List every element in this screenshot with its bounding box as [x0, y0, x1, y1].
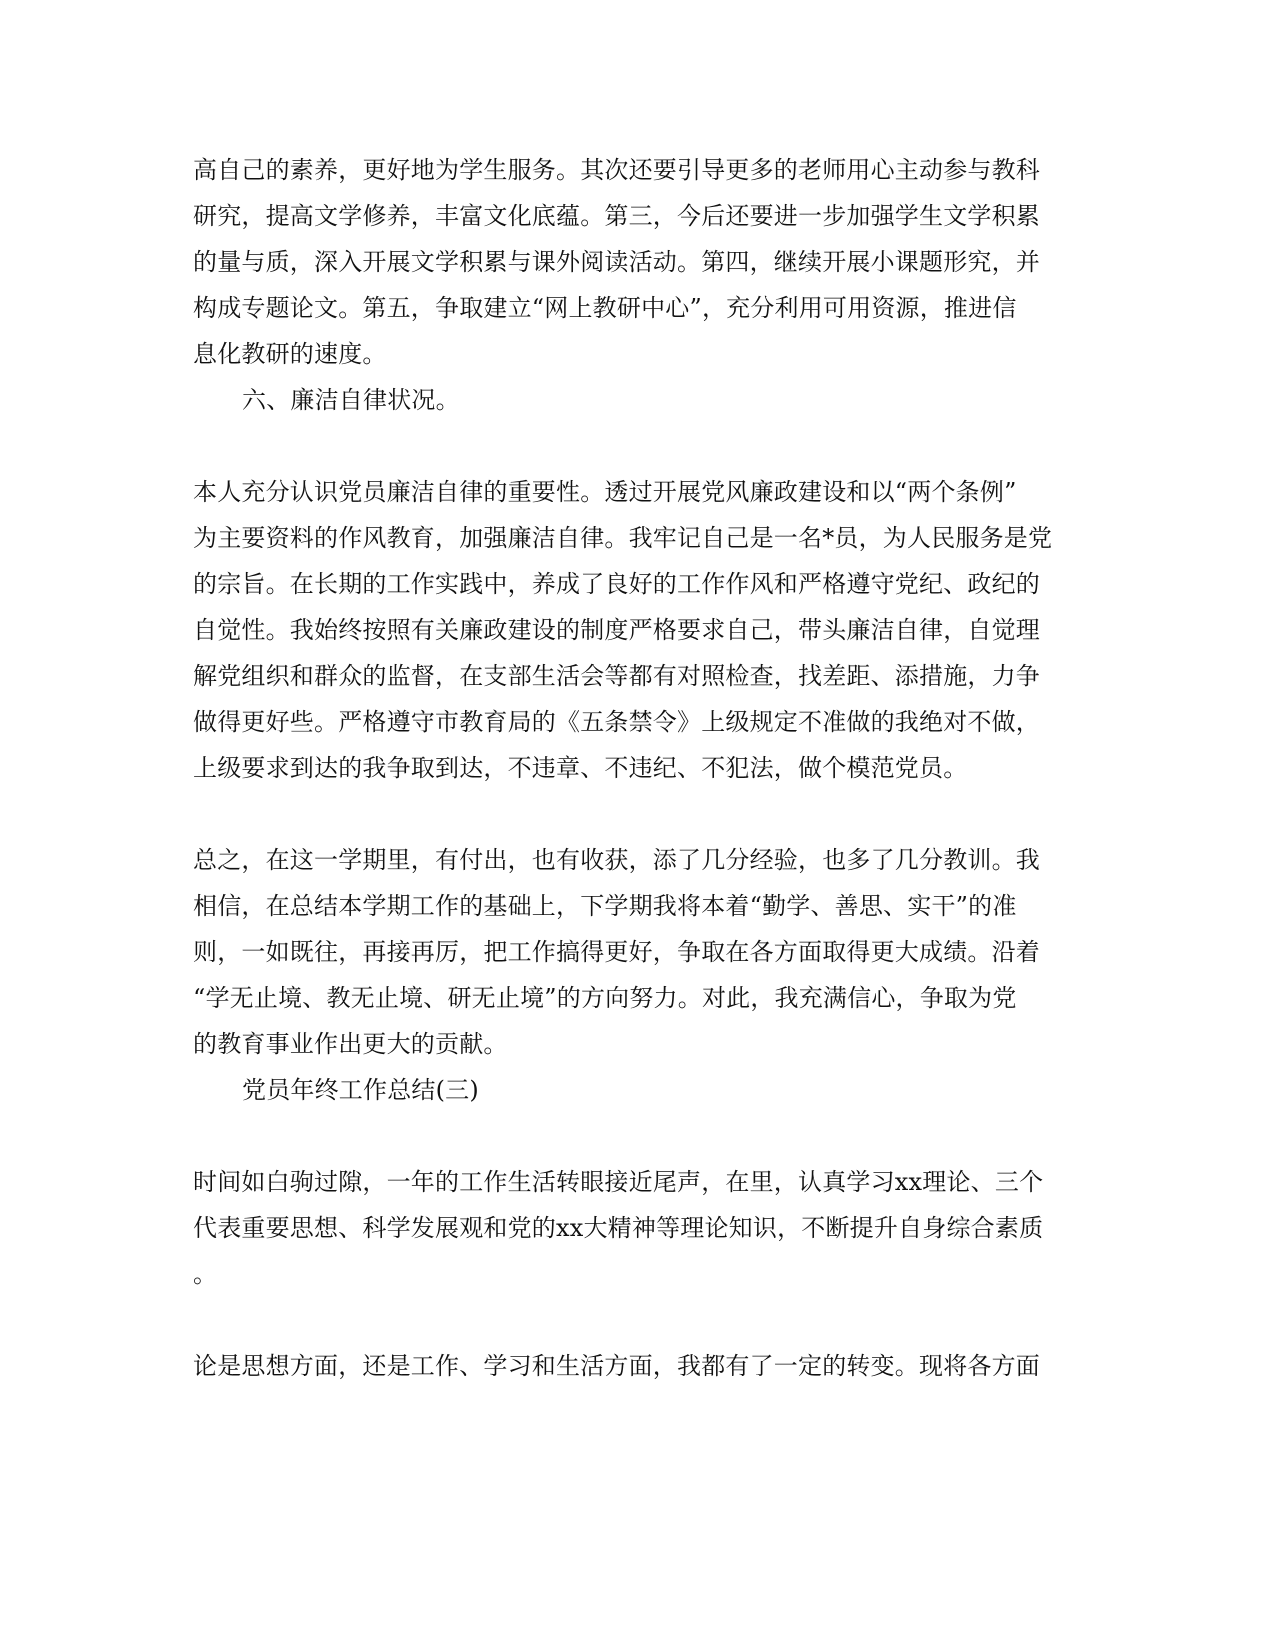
text-line: 总之，在这一学期里，有付出，也有收获，添了几分经验，也多了几分教训。我 — [193, 846, 1040, 874]
text-line: 的量与质，深入开展文学积累与课外阅读活动。第四，继续开展小课题形究，并 — [193, 248, 1040, 276]
text-line: 。 — [193, 1260, 218, 1288]
text-line: 的宗旨。在长期的工作实践中，养成了良好的工作作风和严格遵守党纪、政纪的 — [193, 570, 1040, 598]
text-line: 代表重要思想、科学发展观和党的xx大精神等理论知识，不断提升自身综合素质 — [193, 1214, 1044, 1242]
text-line: “学无止境、教无止境、研无止境”的方向努力。对此，我充满信心，争取为党 — [193, 984, 1017, 1012]
text-line: 本人充分认识党员廉洁自律的重要性。透过开展党风廉政建设和以“两个条例” — [193, 478, 1017, 506]
text-line: 论是思想方面，还是工作、学习和生活方面，我都有了一定的转变。现将各方面 — [193, 1352, 1040, 1380]
text-line: 上级要求到达的我争取到达，不违章、不违纪、不犯法，做个模范党员。 — [193, 754, 968, 782]
text-line: 自觉性。我始终按照有关廉政建设的制度严格要求自己，带头廉洁自律，自觉理 — [193, 616, 1040, 644]
text-line: 高自己的素养，更好地为学生服务。其次还要引导更多的老师用心主动参与教科 — [193, 156, 1040, 184]
text-line: 解党组织和群众的监督，在支部生活会等都有对照检查，找差距、添措施，力争 — [193, 662, 1040, 690]
text-line: 相信，在总结本学期工作的基础上，下学期我将本着“勤学、善思、实干”的准 — [193, 892, 1017, 920]
section-heading: 六、廉洁自律状况。 — [242, 386, 460, 414]
text-line: 时间如白驹过隙，一年的工作生活转眼接近尾声，在里，认真学习xx理论、三个 — [193, 1168, 1044, 1196]
text-line: 做得更好些。严格遵守市教育局的《五条禁令》上级规定不准做的我绝对不做， — [193, 708, 1040, 736]
section-heading: 党员年终工作总结(三) — [242, 1076, 479, 1104]
text-line: 构成专题论文。第五，争取建立“网上教研中心”，充分利用可用资源，推进信 — [193, 294, 1017, 322]
text-line: 息化教研的速度。 — [193, 340, 387, 368]
text-line: 为主要资料的作风教育，加强廉洁自律。我牢记自己是一名*员，为人民服务是党 — [193, 524, 1053, 552]
text-line: 则，一如既往，再接再厉，把工作搞得更好，争取在各方面取得更大成绩。沿着 — [193, 938, 1040, 966]
text-line: 的教育事业作出更大的贡献。 — [193, 1030, 508, 1058]
text-line: 研究，提高文学修养，丰富文化底蕴。第三，今后还要进一步加强学生文学积累 — [193, 202, 1040, 230]
